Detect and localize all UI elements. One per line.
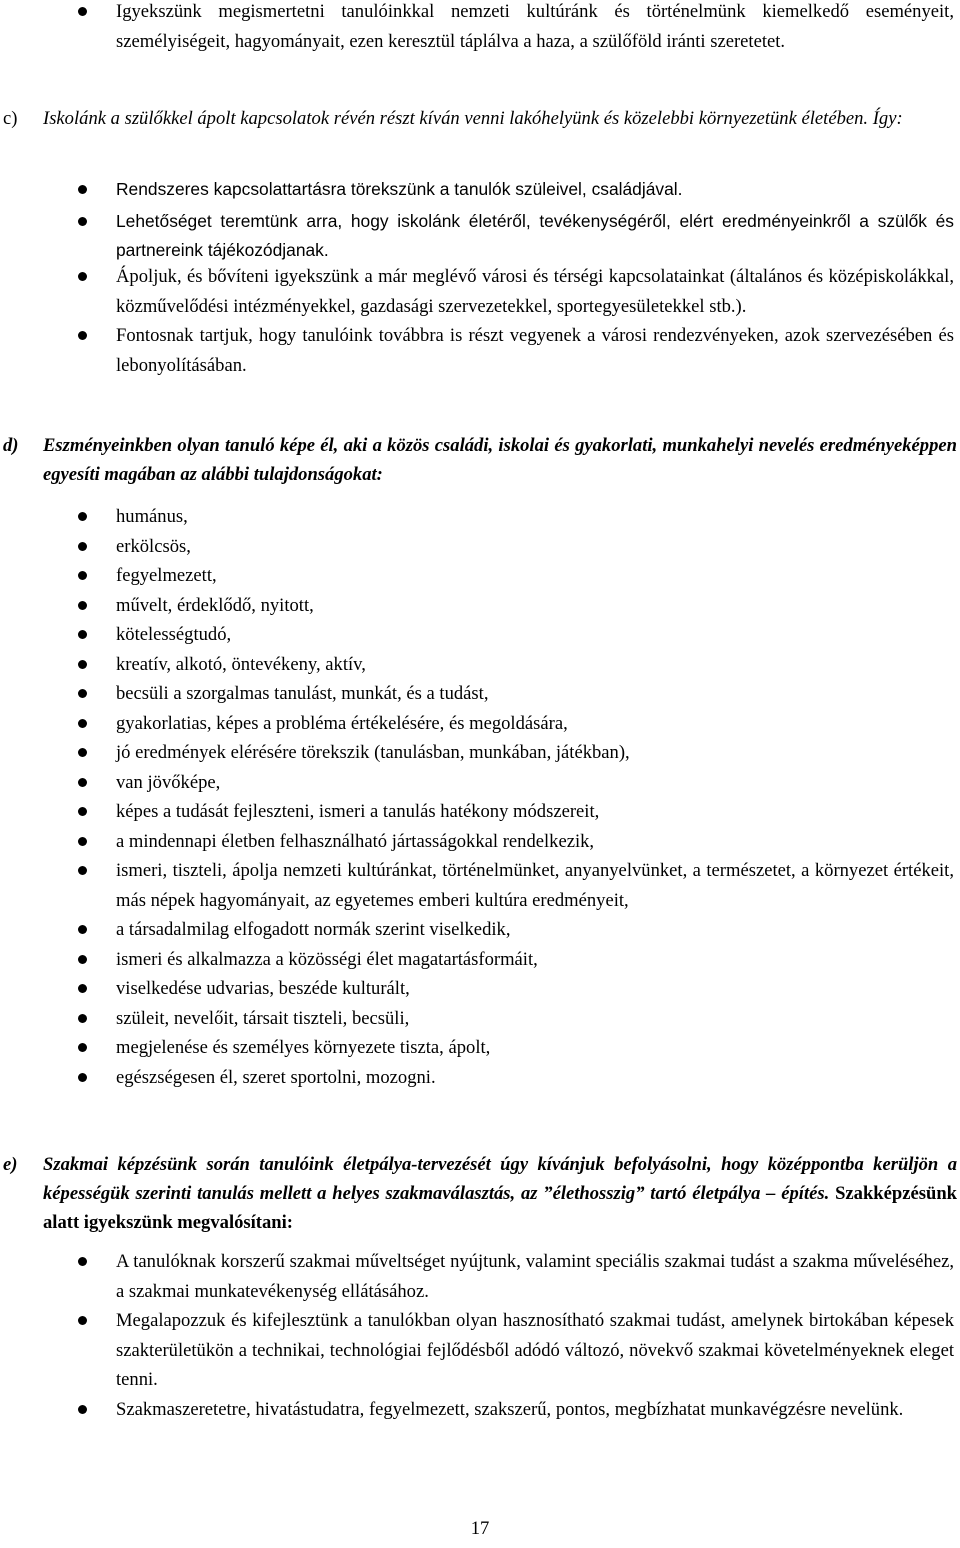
list-item: viselkedése udvarias, beszéde kulturált, — [0, 974, 957, 1004]
section-d-heading — [0, 431, 960, 489]
section-e-list — [0, 1247, 957, 1424]
list-item: Ápoljuk, és bővíteni igyekszünk a már meglévő városi és térségi kapcsolatainkat (általános és középiskolákkal, közművelődési intézményekkel, gazdasági szervezetekkel, sportegyesületekkel stb.). — [0, 262, 957, 321]
list-item: becsüli a szorgalmas tanulást, munkát, és a tudást, — [0, 679, 957, 709]
list-item: kötelességtudó, — [0, 620, 957, 650]
section-d-list — [0, 502, 957, 1092]
section-c-list — [0, 175, 957, 266]
section-c-marker: c) — [3, 108, 18, 129]
section-e-heading-part2: Szakképzésünk alatt igyekszünk megvalósítani: — [43, 1183, 958, 1233]
intro-list — [0, 0, 957, 56]
section-e-heading — [0, 1150, 960, 1237]
list-item: Lehetőséget teremtünk arra, hogy iskolánk életéről, tevékenységéről, elért eredményeinkről a szülők és partnereink tájékozódjanak. — [0, 207, 957, 266]
list-item: gyakorlatias, képes a probléma értékelésére, és megoldására, — [0, 709, 957, 739]
list-item: a mindennapi életben felhasználható jártasságokkal rendelkezik, — [0, 827, 957, 857]
section-c-heading-text: Iskolánk a szülőkkel ápolt kapcsolatok révén részt kíván venni lakóhelyünk és közelebbi környezetünk életében. Így: — [43, 108, 903, 129]
list-item: kreatív, alkotó, öntevékeny, aktív, — [0, 650, 957, 680]
section-c-list-continued — [0, 262, 957, 380]
section-c-heading — [0, 104, 960, 133]
section-e-heading-text — [43, 1150, 957, 1237]
list-item: fegyelmezett, — [0, 561, 957, 591]
list-item: jó eredmények elérésére törekszik (tanulásban, munkában, játékban), — [0, 738, 957, 768]
list-item: a társadalmilag elfogadott normák szerint viselkedik, — [0, 915, 957, 945]
list-item: képes a tudását fejleszteni, ismeri a tanulás hatékony módszereit, — [0, 797, 957, 827]
list-item: Megalapozzuk és kifejlesztünk a tanulókban olyan hasznosítható szakmai tudást, amelynek birtokában képesek szakterületükön a technikai, technológiai fejlődésből adódó változó, növekvő szakmai követelményeknek eleget tenni. — [0, 1306, 957, 1395]
section-d-heading-text: Eszményeinkben olyan tanuló képe él, aki a közös családi, iskolai és gyakorlati, munkahelyi nevelés eredményeképpen egyesíti magában az alábbi tulajdonságokat: — [43, 435, 957, 485]
list-item: A tanulóknak korszerű szakmai műveltséget nyújtunk, valamint speciális szakmai tudást a szakma műveléséhez, a szakmai munkatevékenység ellátásához. — [0, 1247, 957, 1306]
list-item: Rendszeres kapcsolattartásra törekszünk a tanulók szüleivel, családjával. — [0, 175, 957, 205]
list-item: erkölcsös, — [0, 532, 957, 562]
section-d-marker: d) — [3, 435, 19, 456]
list-item: van jövőképe, — [0, 768, 957, 798]
list-item: humánus, — [0, 502, 957, 532]
section-e-heading-part1: Szakmai képzésünk során tanulóink életpálya-tervezését úgy kívánjuk befolyásolni, hogy középpontba kerüljön a képességük szerinti tanulás mellett a helyes szakmaválasztás, az ”élethosszig” tartó életpálya – építés. — [43, 1154, 957, 1204]
list-item: egészségesen él, szeret sportolni, mozogni. — [0, 1063, 957, 1093]
list-item: Igyekszünk megismertetni tanulóinkkal nemzeti kultúránk és történelmünk kiemelkedő eseményeit, személyiségeit, hagyományait, ezen keresztül táplálva a haza, a szülőföld iránti szeretetet. — [0, 0, 957, 56]
list-item: megjelenése és személyes környezete tiszta, ápolt, — [0, 1033, 957, 1063]
list-item: ismeri, tiszteli, ápolja nemzeti kultúránkat, történelmünket, anyanyelvünket, a természetet, a környezet értékeit, más népek hagyományait, az egyetemes emberi kultúra eredményeit, — [0, 856, 957, 915]
list-item: Szakmaszeretetre, hivatástudatra, fegyelmezett, szakszerű, pontos, megbízhatat munkavégzésre nevelünk. — [0, 1395, 957, 1425]
page-number: 17 — [470, 1518, 490, 1539]
list-item: ismeri és alkalmazza a közösségi élet magatartásformáit, — [0, 945, 957, 975]
section-e-marker: e) — [3, 1154, 18, 1175]
list-item: Fontosnak tartjuk, hogy tanulóink továbbra is részt vegyenek a városi rendezvényeken, azok szervezésében és lebonyolításában. — [0, 321, 957, 380]
list-item: szüleit, nevelőit, társait tiszteli, becsüli, — [0, 1004, 957, 1034]
list-item: művelt, érdeklődő, nyitott, — [0, 591, 957, 621]
